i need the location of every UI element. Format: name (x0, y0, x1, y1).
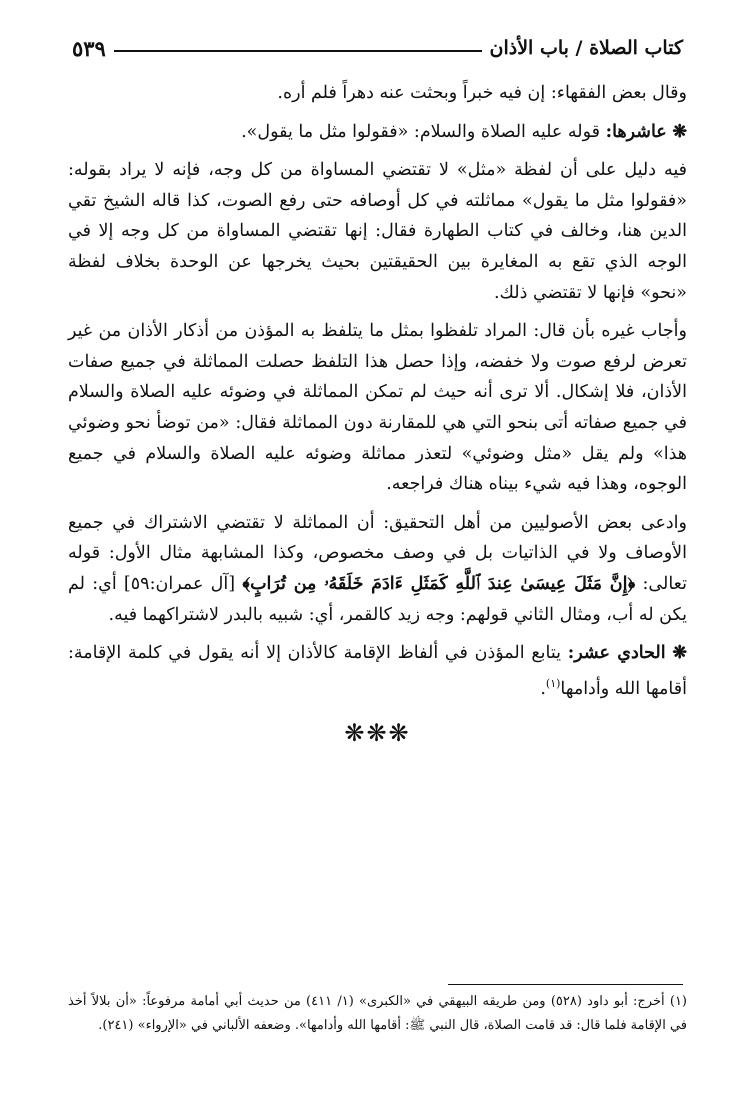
footnotes (68, 990, 687, 1038)
paragraph-6 (68, 638, 687, 704)
paragraph-3: فيه دليل على أن لفظة «مثل» لا تقتضي المساواة من كل وجه، فإنه لا يراد بقوله: «فقولوا مثل ما يقول» مماثلته في كل أوصافه حتى رفع الصوت، كذا قاله الشيخ تقي الدين هنا، وخالف في كتاب الطهارة فقال: إنها تقتضي المساواة من كل وجه إلا في الوجه الذي تقع به المغايرة بين الحقيقتين بحيث يخرجها عن الوحدة بخلاف لفظة «نحو» فإنها لا تقتضي ذلك. (68, 160, 687, 303)
section-ornament-icon: ❋❋❋ (344, 719, 411, 748)
quran-verse: ﴿إِنَّ مَثَلَ عِيسَىٰ عِندَ ٱللَّهِ كَمَثَلِ ءَادَمَ خَلَقَهُۥ مِن تُرَابٍ﴾ (242, 573, 636, 594)
page-header (72, 30, 683, 66)
point-text: قوله عليه الصلاة والسلام: «فقولوا مثل ما يقول». (241, 121, 601, 142)
paragraph-4: وأجاب غيره بأن قال: المراد تلفظوا بمثل ما يتلفظ به المؤذن من أذكار الأذان من غير تعرض لرفع صوت ولا خفضه، وإذا حصل هذا التلفظ حصلت المماثلة في جميع صفات الأذان، فلا إشكال. ألا ترى أنه حيث لم تمكن المماثلة في وضوئه عليه الصلاة والسلام في جميع صفاته أتى بنحو التي هي للمقارنة دون المماثلة فقال: «من توضأ نحو وضوئي هذا» ولم يقل «مثل وضوئي» لتعذر مماثلة وضوئه عليه الصلاة والسلام في جميع الوجوه، وهذا فيه شيء بيناه هناك فراجعه. (68, 321, 687, 495)
running-title: كتاب الصلاة / باب الأذان (489, 37, 683, 59)
header-rule (114, 50, 482, 52)
paragraph-5-intro: وادعى بعض الأصوليين من أهل التحقيق: أن المماثلة لا تقتضي الاشتراك في جميع الأوصاف ولا في الذاتيات بل في وصف مخصوص، وكذا المشابهة مثال الأول: قوله تعالى: (68, 512, 687, 594)
paragraph-5 (68, 508, 687, 630)
page-number: ٥٣٩ (72, 35, 106, 61)
page-body (68, 78, 687, 749)
paragraph-2 (68, 117, 687, 148)
flower-marker-icon: ❋ (672, 643, 687, 664)
point-label: الحادي عشر: (567, 643, 666, 664)
paragraph-1: وقال بعض الفقهاء: إن فيه خبراً وبحثت عنه دهراً فلم أره. (277, 83, 687, 103)
footnote-separator (448, 984, 683, 985)
point-text: يتابع المؤذن في ألفاظ الإقامة كالأذان إلا أنه يقول في كلمة الإقامة: أقامها الله وأدامها (68, 643, 687, 699)
flower-marker-icon: ❋ (672, 121, 687, 142)
footnote-1: (١) أخرج: أبو داود (٥٢٨) ومن طريقه البيهقي في «الكبرى» (١/ ٤١١) من حديث أبي أمامة مرفوعاً: «أن بلالاً أخذ في الإقامة فلما قال: قد قامت الصلاة، قال النبي ﷺ: أقامها الله وأدامها». وضعفه الألباني في «الإرواء» (٢٤١). (68, 994, 687, 1033)
point-label: عاشرها: (605, 121, 667, 142)
footnote-reference[interactable]: (١) (545, 676, 561, 690)
sentence-end: . (540, 678, 546, 699)
paragraph-5-rest: [آل عمران:٥٩] أي: لم يكن له أب، ومثال الثاني قولهم: وجه زيد كالقمر، أي: شبيه بالبدر لاشتراكهما فيه. (68, 573, 687, 625)
